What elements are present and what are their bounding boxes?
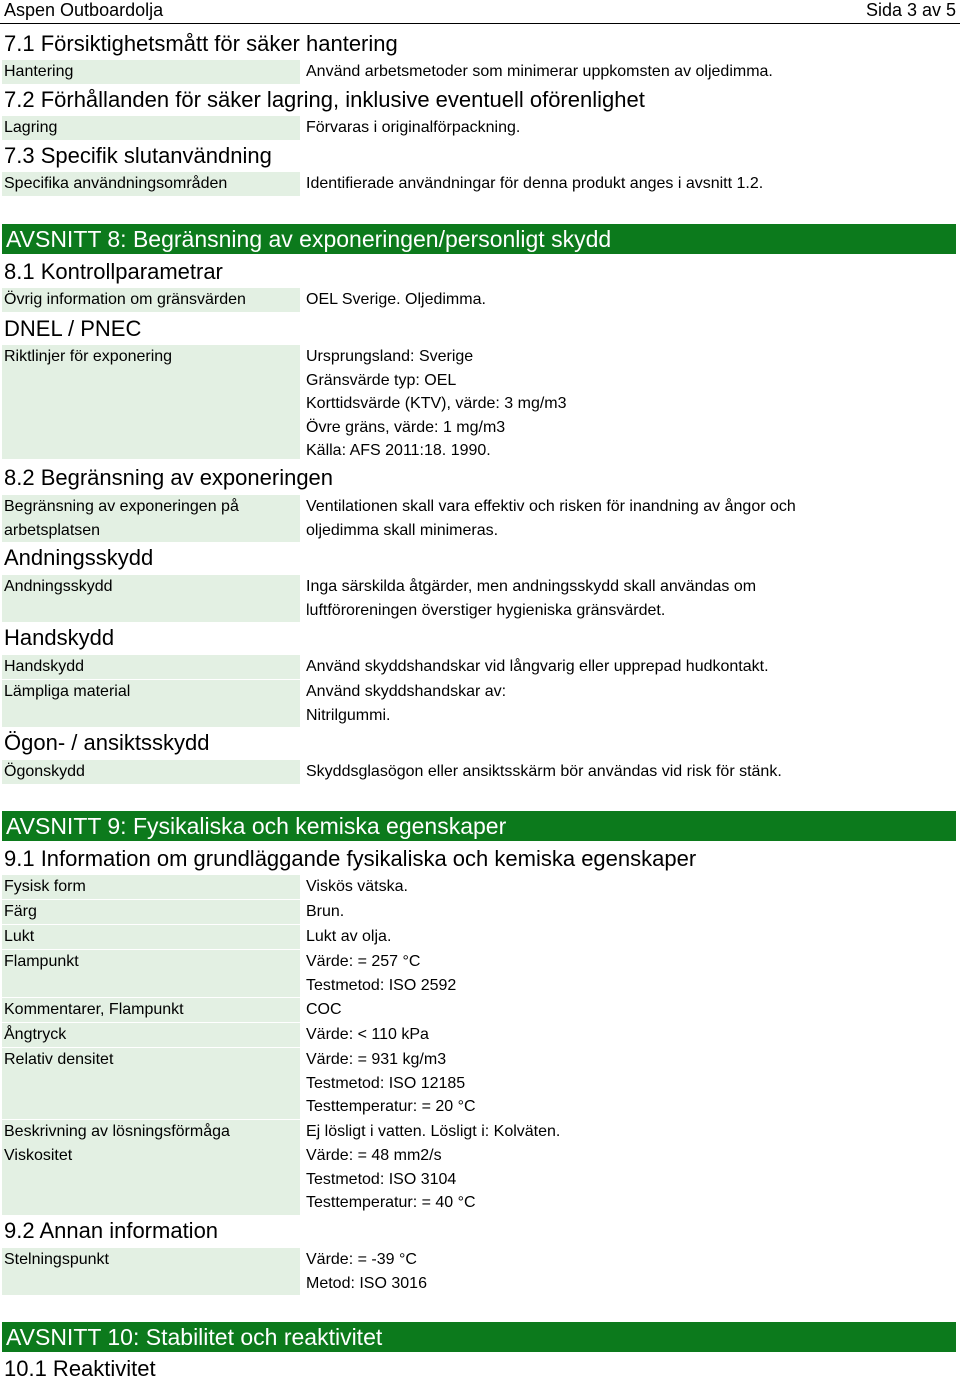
subsection-9-2-title: 9.2 Annan information	[4, 1218, 219, 1243]
label-lampliga-material: Lämpliga material	[2, 680, 300, 727]
subsection-9-1-title: 9.1 Information om grundläggande fysikaliska och kemiska egenskaper	[4, 846, 697, 871]
value-riktlinjer-exponering	[306, 345, 567, 463]
label-riktlinjer-exponering: Riktlinjer för exponering	[2, 345, 300, 459]
value-fysisk-form: Viskös vätska.	[306, 878, 408, 895]
value-handskydd: Använd skyddshandskar vid långvarig eller upprepad hudkontakt.	[306, 658, 769, 675]
label-lukt: Lukt	[2, 925, 300, 949]
value-viskositet	[306, 1144, 476, 1215]
subsection-8-2-title: 8.2 Begränsning av exponeringen	[4, 465, 334, 490]
value-line: luftföroreningen överstiger hygieniska gränsvärdet.	[306, 601, 666, 619]
header-divider	[0, 23, 960, 24]
label-stelningspunkt: Stelningspunkt	[2, 1248, 300, 1295]
label-angtryck: Ångtryck	[2, 1023, 300, 1047]
value-ovrig-information: OEL Sverige. Oljedimma.	[306, 291, 486, 308]
label-farg: Färg	[2, 900, 300, 924]
value-lampliga-material	[306, 680, 506, 727]
label-begransning-arbetsplatsen	[2, 495, 300, 542]
heading-handskydd: Handskydd	[4, 625, 115, 650]
value-line: Testmetod: ISO 12185	[306, 1074, 466, 1092]
value-line: Gränsvärde typ: OEL	[306, 371, 457, 389]
heading-dnel-pnec: DNEL / PNEC	[4, 316, 142, 341]
subsection-7-3-title: 7.3 Specifik slutanvändning	[4, 143, 272, 168]
value-line: Testmetod: ISO 2592	[306, 976, 457, 994]
label-ovrig-information: Övrig information om gränsvärden	[2, 288, 300, 312]
section-9-heading: AVSNITT 9: Fysikaliska och kemiska egenskaper	[2, 811, 956, 841]
label-relativ-densitet: Relativ densitet	[2, 1048, 300, 1119]
label-kommentarer-flampunkt: Kommentarer, Flampunkt	[2, 998, 300, 1022]
subsection-10-1-title: 10.1 Reaktivitet	[4, 1356, 156, 1381]
value-relativ-densitet	[306, 1048, 476, 1119]
value-line: Metod: ISO 3016	[306, 1274, 427, 1292]
label-flampunkt: Flampunkt	[2, 950, 300, 997]
value-line: Använd skyddshandskar av:	[306, 683, 507, 700]
document-company-name: Aspen Outboardolja	[4, 0, 164, 20]
label-andningsskydd: Andningsskydd	[2, 575, 300, 622]
value-line: oljedimma skall minimeras.	[306, 521, 499, 539]
value-losningsformaga: Ej lösligt i vatten. Lösligt i: Kolväten.	[306, 1123, 561, 1140]
section-10-heading: AVSNITT 10: Stabilitet och reaktivitet	[2, 1322, 956, 1352]
value-line: Testmetod: ISO 3104	[306, 1170, 457, 1188]
value-begransning-arbetsplatsen	[306, 495, 796, 542]
value-line: Testtemperatur: = 20 °C	[306, 1098, 476, 1115]
value-angtryck: Värde: < 110 kPa	[306, 1026, 429, 1043]
label-line: arbetsplatsen	[4, 521, 101, 539]
value-line: Värde: = -39 °C	[306, 1251, 417, 1268]
label-line: Begränsning av exponeringen på	[4, 498, 239, 515]
value-line: Värde: = 257 °C	[306, 953, 421, 970]
label-specifika-anvandningsomraden: Specifika användningsområden	[2, 172, 300, 196]
value-line: Testtemperatur: = 40 °C	[306, 1194, 476, 1211]
value-line: Nitrilgummi.	[306, 706, 391, 724]
value-andningsskydd	[306, 575, 756, 622]
value-kommentarer-flampunkt: COC	[306, 1001, 342, 1018]
label-ogonskydd: Ögonskydd	[2, 760, 300, 784]
label-lagring: Lagring	[2, 116, 300, 140]
value-line: Korttidsvärde (KTV), värde: 3 mg/m3	[306, 395, 567, 412]
label-losningsformaga: Beskrivning av lösningsförmåga	[2, 1120, 300, 1144]
page-number: Sida 3 av 5	[865, 0, 956, 20]
value-lagring: Förvaras i originalförpackning.	[306, 119, 521, 136]
subsection-8-1-title: 8.1 Kontrollparametrar	[4, 259, 223, 284]
value-flampunkt	[306, 950, 456, 997]
value-lukt: Lukt av olja.	[306, 928, 392, 945]
value-line: Källa: AFS 2011:18. 1990.	[306, 442, 491, 459]
value-hantering: Använd arbetsmetoder som minimerar uppkomsten av oljedimma.	[306, 63, 773, 80]
value-stelningspunkt	[306, 1248, 427, 1295]
section-8-heading: AVSNITT 8: Begränsning av exponeringen/personligt skydd	[2, 224, 956, 254]
value-specifika-anvandningsomraden: Identifierade användningar för denna produkt anges i avsnitt 1.2.	[306, 175, 764, 192]
value-farg: Brun.	[306, 903, 345, 920]
label-viskositet: Viskositet	[2, 1144, 300, 1215]
value-line: Inga särskilda åtgärder, men andningsskydd skall användas om	[306, 578, 757, 595]
subsection-7-1-title: 7.1 Försiktighetsmått för säker hantering	[4, 31, 398, 56]
value-ogonskydd: Skyddsglasögon eller ansiktsskärm bör användas vid risk för stänk.	[306, 763, 782, 780]
value-line: Ursprungsland: Sverige	[306, 348, 474, 365]
label-fysisk-form: Fysisk form	[2, 875, 300, 899]
value-line: Ventilationen skall vara effektiv och risken för inandning av ångor och	[306, 498, 796, 515]
subsection-7-2-title: 7.2 Förhållanden för säker lagring, inklusive eventuell oförenlighet	[4, 87, 645, 112]
value-line: Övre gräns, värde: 1 mg/m3	[306, 418, 506, 436]
label-handskydd: Handskydd	[2, 655, 300, 679]
heading-andningsskydd: Andningsskydd	[4, 545, 154, 570]
label-hantering: Hantering	[2, 60, 300, 84]
value-line: Värde: = 48 mm2/s	[306, 1147, 442, 1164]
value-line: Värde: = 931 kg/m3	[306, 1051, 447, 1068]
heading-ogon-ansiktsskydd: Ögon- / ansiktsskydd	[4, 730, 210, 755]
